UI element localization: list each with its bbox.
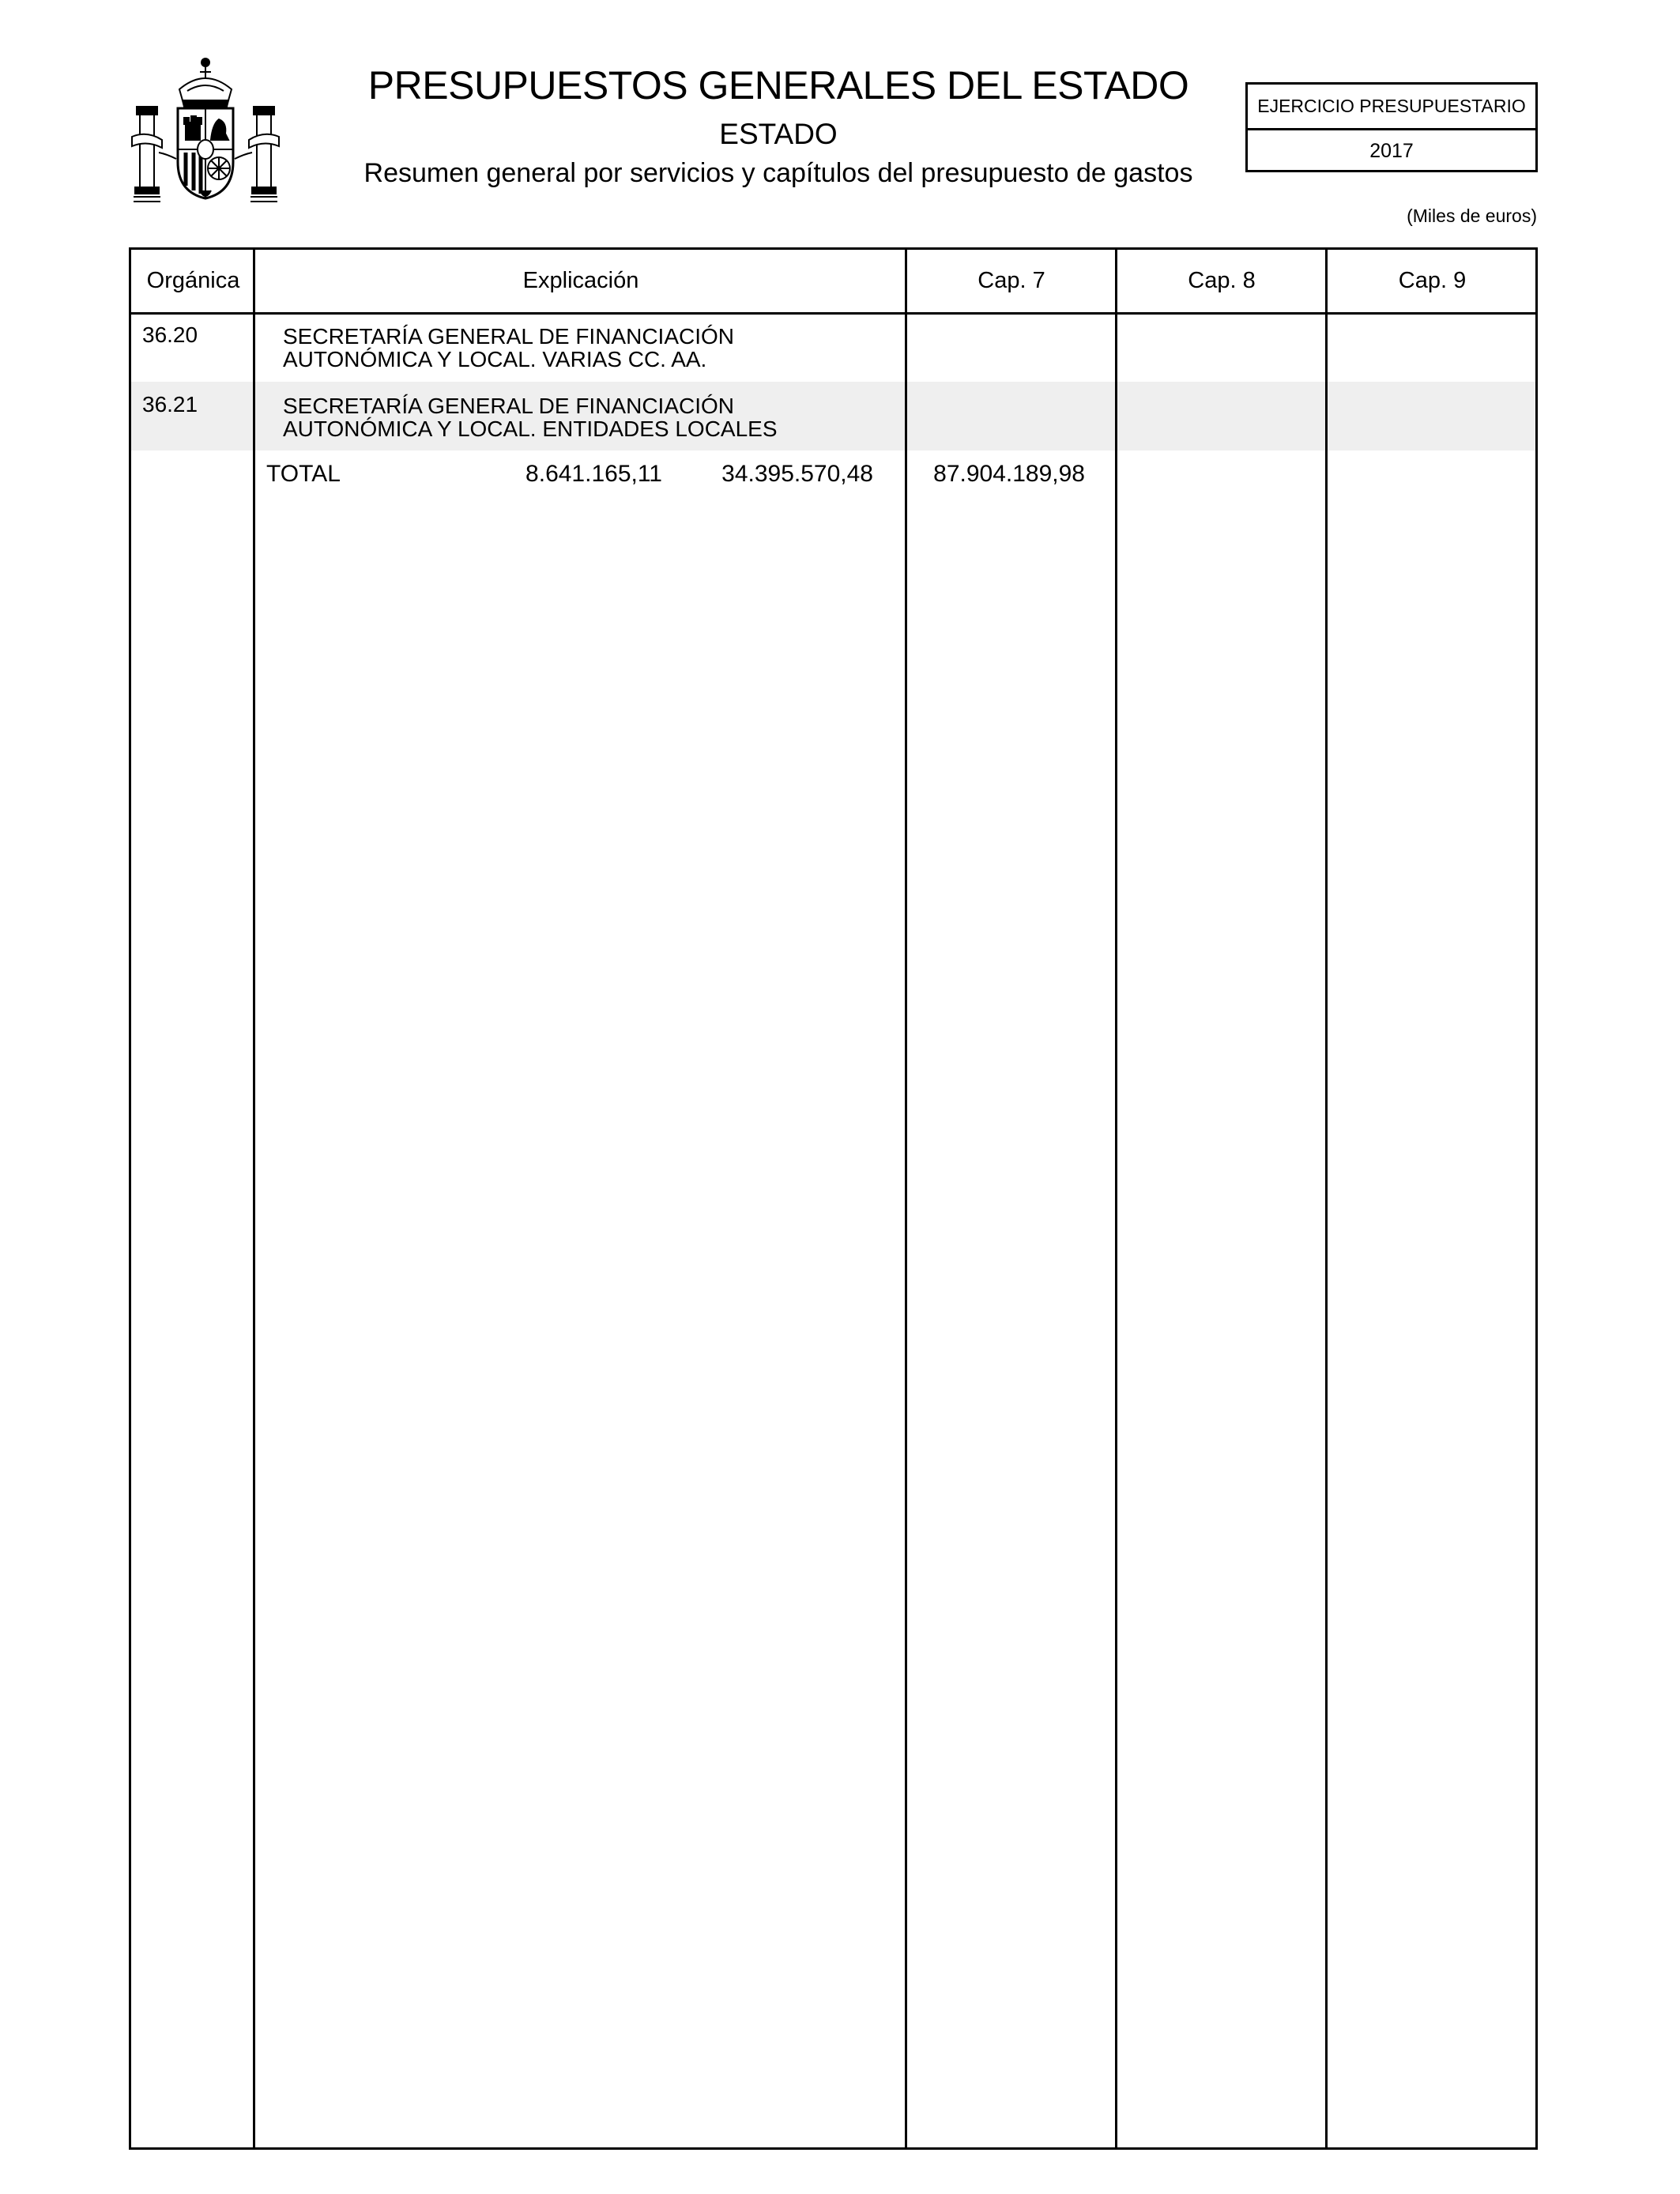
- total-cap8: 34.395.570,48: [721, 461, 873, 487]
- total-cap7: 8.641.165,11: [525, 461, 662, 487]
- row-description-line: AUTONÓMICA Y LOCAL. VARIAS CC. AA.: [283, 347, 707, 371]
- total-label: TOTAL: [266, 461, 341, 487]
- col-header-cap8: Cap. 8: [1188, 268, 1256, 293]
- row-description-line: SECRETARÍA GENERAL DE FINANCIACIÓN: [283, 324, 734, 349]
- col-header-cap9: Cap. 9: [1398, 268, 1467, 293]
- row-code: 36.20: [142, 322, 198, 347]
- page-subtitle: ESTADO: [719, 118, 838, 150]
- page-description: Resumen general por servicios y capítulos del presupuesto de gastos: [363, 158, 1193, 188]
- row-description: [283, 394, 899, 440]
- row-description-line: SECRETARÍA GENERAL DE FINANCIACIÓN: [283, 394, 734, 418]
- coat-of-arms-icon: [130, 51, 281, 209]
- exercise-year: 2017: [1369, 140, 1414, 162]
- total-cap9: 87.904.189,98: [933, 461, 1085, 487]
- budget-table: [129, 247, 1538, 2150]
- page-title: PRESUPUESTOS GENERALES DEL ESTADO: [367, 63, 1189, 107]
- exercise-label: EJERCICIO PRESUPUESTARIO: [1248, 85, 1535, 130]
- column-divider: [1325, 250, 1328, 2147]
- column-divider: [1115, 250, 1117, 2147]
- col-header-explicacion: Explicación: [522, 268, 639, 293]
- row-description-line: AUTONÓMICA Y LOCAL. ENTIDADES LOCALES: [283, 417, 778, 441]
- column-divider: [905, 250, 907, 2147]
- row-code: 36.21: [142, 392, 198, 417]
- row-description: [283, 325, 899, 371]
- col-header-organica: Orgánica: [146, 268, 240, 293]
- column-divider: [253, 250, 255, 2147]
- exercise-box: [1245, 82, 1538, 172]
- col-header-cap7: Cap. 7: [977, 268, 1045, 293]
- units-note: (Miles de euros): [1407, 205, 1537, 226]
